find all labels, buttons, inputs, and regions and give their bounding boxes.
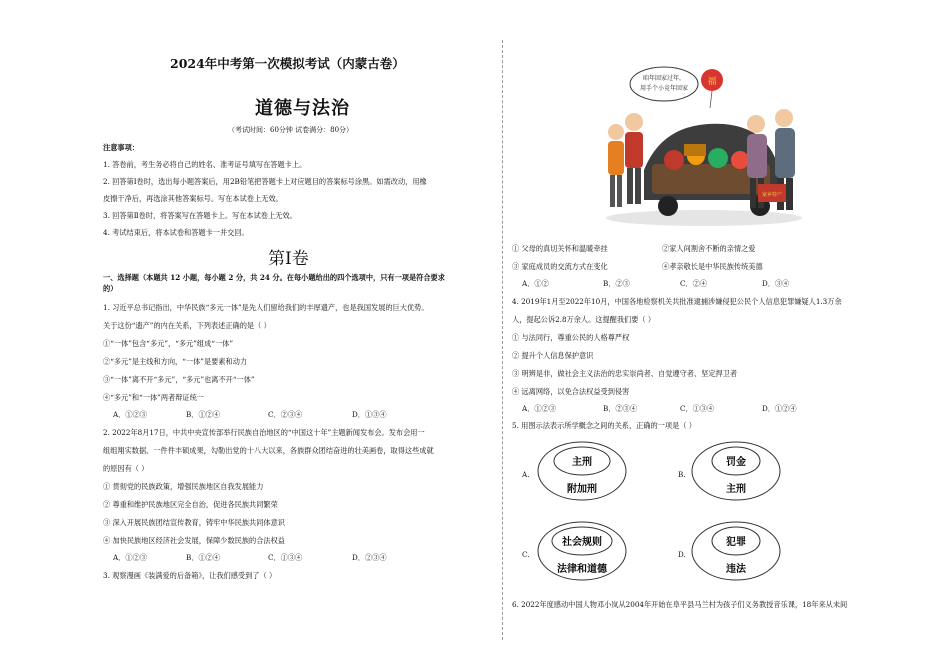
notice-line: 4. 考试结束后，将本试卷和答题卡一并交回。 xyxy=(103,228,249,237)
notice-heading: 注意事项： xyxy=(103,143,139,152)
q5-stem: 5. 用图示法表示所学概念之间的关系，正确的一项是（ ） xyxy=(512,421,696,430)
q5-diagram-d-letter: D. xyxy=(678,550,686,559)
exam-title: 2024年中考第一次模拟考试（内蒙古卷） xyxy=(170,56,405,71)
q2-option-a: A．①②③ xyxy=(113,553,147,562)
section-title: 第Ⅰ卷 xyxy=(268,249,309,269)
lantern-text: 福 xyxy=(707,77,717,87)
column-divider xyxy=(502,40,503,640)
diagram-d-outer: 违法 xyxy=(726,564,746,575)
q5-diagram-a xyxy=(536,440,628,506)
diagram-a-outer: 附加刑 xyxy=(567,484,597,495)
q1-stem: 1. 习近平总书记指出，中华民族“多元一体”是先人们留给我们的丰厚遗产，也是我国发展的巨大优势。 xyxy=(103,303,429,312)
q4-option-b: B．②③④ xyxy=(603,404,638,413)
bubble-text-1: 咱年回家过年， xyxy=(642,75,686,82)
box-text: 家乡特产 xyxy=(761,192,783,198)
diagram-b-inner: 罚金 xyxy=(726,457,746,468)
q5-diagram-c xyxy=(536,520,628,586)
q4-option-d: D．①②④ xyxy=(762,404,797,413)
diagram-b-outer: 主刑 xyxy=(726,484,746,495)
q4-stem: 人，提起公诉2.8万余人。这提醒我们要（ ） xyxy=(512,315,656,324)
q2-item: ① 贯彻党的民族政策，增强民族地区自我发展能力 xyxy=(103,482,264,491)
q4-option-a: A．①②③ xyxy=(522,404,556,413)
cartoon-illustration xyxy=(604,60,804,228)
q6-stem: 6. 2022年度感动中国人物邓小岚从2004年开始在阜平县马兰村为孩子们义务教授音乐课，18年来从未间 xyxy=(512,600,848,609)
q1-option-a: A．①②③ xyxy=(113,410,147,419)
q1-option-b: B．①②④ xyxy=(186,410,221,419)
bubble-text-2: 用手个小竞年回家 xyxy=(639,85,689,92)
q1-item: ②“多元”是主线和方向，“一体”是要素和动力 xyxy=(103,357,248,366)
q1-option-d: D．①③④ xyxy=(352,410,387,419)
notice-line: 1. 答卷前，考生务必将自己的姓名、准考证号填写在答题卡上。 xyxy=(103,160,307,169)
diagram-d-inner: 犯罪 xyxy=(726,537,746,548)
q5-diagram-b-letter: B. xyxy=(678,470,686,479)
q5-diagram-c-letter: C. xyxy=(522,550,530,559)
q3-option-a: A．①② xyxy=(522,279,549,288)
notice-line: 3. 回答第Ⅱ卷时，将答案写在答题卡上。写在本试卷上无效。 xyxy=(103,211,297,220)
q3-option-d: D．③④ xyxy=(762,279,790,288)
q1-item: ①“一体”包含“多元”，“多元”组成“一体” xyxy=(103,339,234,348)
q1-item: ③“一体”离不开“多元”，“多元”也离不开“一体” xyxy=(103,375,255,384)
diagram-c-outer: 法律和道德 xyxy=(557,564,607,575)
q5-diagram-b xyxy=(690,440,782,506)
q2-item: ③ 深入开展民族团结宣传教育，铸牢中华民族共同体意识 xyxy=(103,518,285,527)
q2-stem: 2. 2022年8月17日，中共中央宣传部举行民族自治地区的“中国这十年”主题新闻发布会。发布会用一 xyxy=(103,428,425,437)
q3-option-b: B．②③ xyxy=(603,279,630,288)
q2-item: ④ 加快民族地区经济社会发展，保障少数民族的合法权益 xyxy=(103,536,285,545)
notice-line: 皮擦干净后，再选涂其他答案标号。写在本试卷上无效。 xyxy=(103,194,283,203)
notice-line: 2. 回答第Ⅰ卷时，选出每小题答案后，用2B铅笔把答题卡上对应题目的答案标号涂黑。如需改动，用橡 xyxy=(103,177,427,186)
part1-heading-cont: 的） xyxy=(103,284,118,293)
diagram-a-inner: 主刑 xyxy=(572,457,592,468)
q4-item: ② 提升个人信息保护意识 xyxy=(512,351,594,360)
q3-item: ④孝亲敬长是中华民族传统美德 xyxy=(662,262,763,271)
q2-stem: 组组翔实数据、一件件丰硕成果，勾勒出党的十八大以来，各族群众团结奋进的壮美画卷，取得这些成就 xyxy=(103,446,434,455)
q2-stem: 的原因有（ ） xyxy=(103,464,149,473)
q4-item: ① 与法同行，尊重公民的人格尊严权 xyxy=(512,333,630,342)
q3-option-c: C．②④ xyxy=(680,279,708,288)
q5-diagram-d xyxy=(690,520,782,586)
q1-option-c: C．②③④ xyxy=(268,410,303,419)
q2-item: ② 尊重和维护民族地区完全自治，促进各民族共同繁荣 xyxy=(103,500,278,509)
q2-option-c: C．①③④ xyxy=(268,553,303,562)
q2-option-b: B．①②④ xyxy=(186,553,221,562)
q3-stem: 3. 观察漫画《装满爱的后备箱》，让我们感受到了（ ） xyxy=(103,571,277,580)
q4-item: ④ 远离网络，以免合法权益受到侵害 xyxy=(512,387,630,396)
q4-item: ③ 明辨是非，做社会主义法治的忠实崇尚者、自觉遵守者、坚定捍卫者 xyxy=(512,369,738,378)
subject-title: 道德与法治 xyxy=(255,98,350,119)
q3-item: ① 父母的真切关怀和温暖牵挂 xyxy=(512,244,608,253)
exam-info: （考试时间：60分钟 试卷满分：80分） xyxy=(228,126,354,134)
q1-item: ④“多元”和“一体”两者辩证统一 xyxy=(103,393,204,402)
diagram-c-inner: 社会规则 xyxy=(562,537,602,548)
q3-item: ③ 家庭成员的交流方式在变化 xyxy=(512,262,608,271)
q4-option-c: C．①③④ xyxy=(680,404,715,413)
q3-item: ②家人间割舍不断的亲情之爱 xyxy=(662,244,756,253)
q2-option-d: D．②③④ xyxy=(352,553,387,562)
q1-stem: 关于这份“遗产”的内在关系，下列表述正确的是（ ） xyxy=(103,321,271,330)
part1-heading: 一、选择题（本题共 12 小题，每小题 2 分，共 24 分。在每小题给出的四个选项中，只有一项是符合要求 xyxy=(103,273,445,282)
q4-stem: 4. 2019年1月至2022年10月，中国各地检察机关共批准逮捕涉嫌侵犯公民个人信息犯罪嫌疑人1.3万余 xyxy=(512,297,842,306)
q5-diagram-a-letter: A. xyxy=(522,470,530,479)
